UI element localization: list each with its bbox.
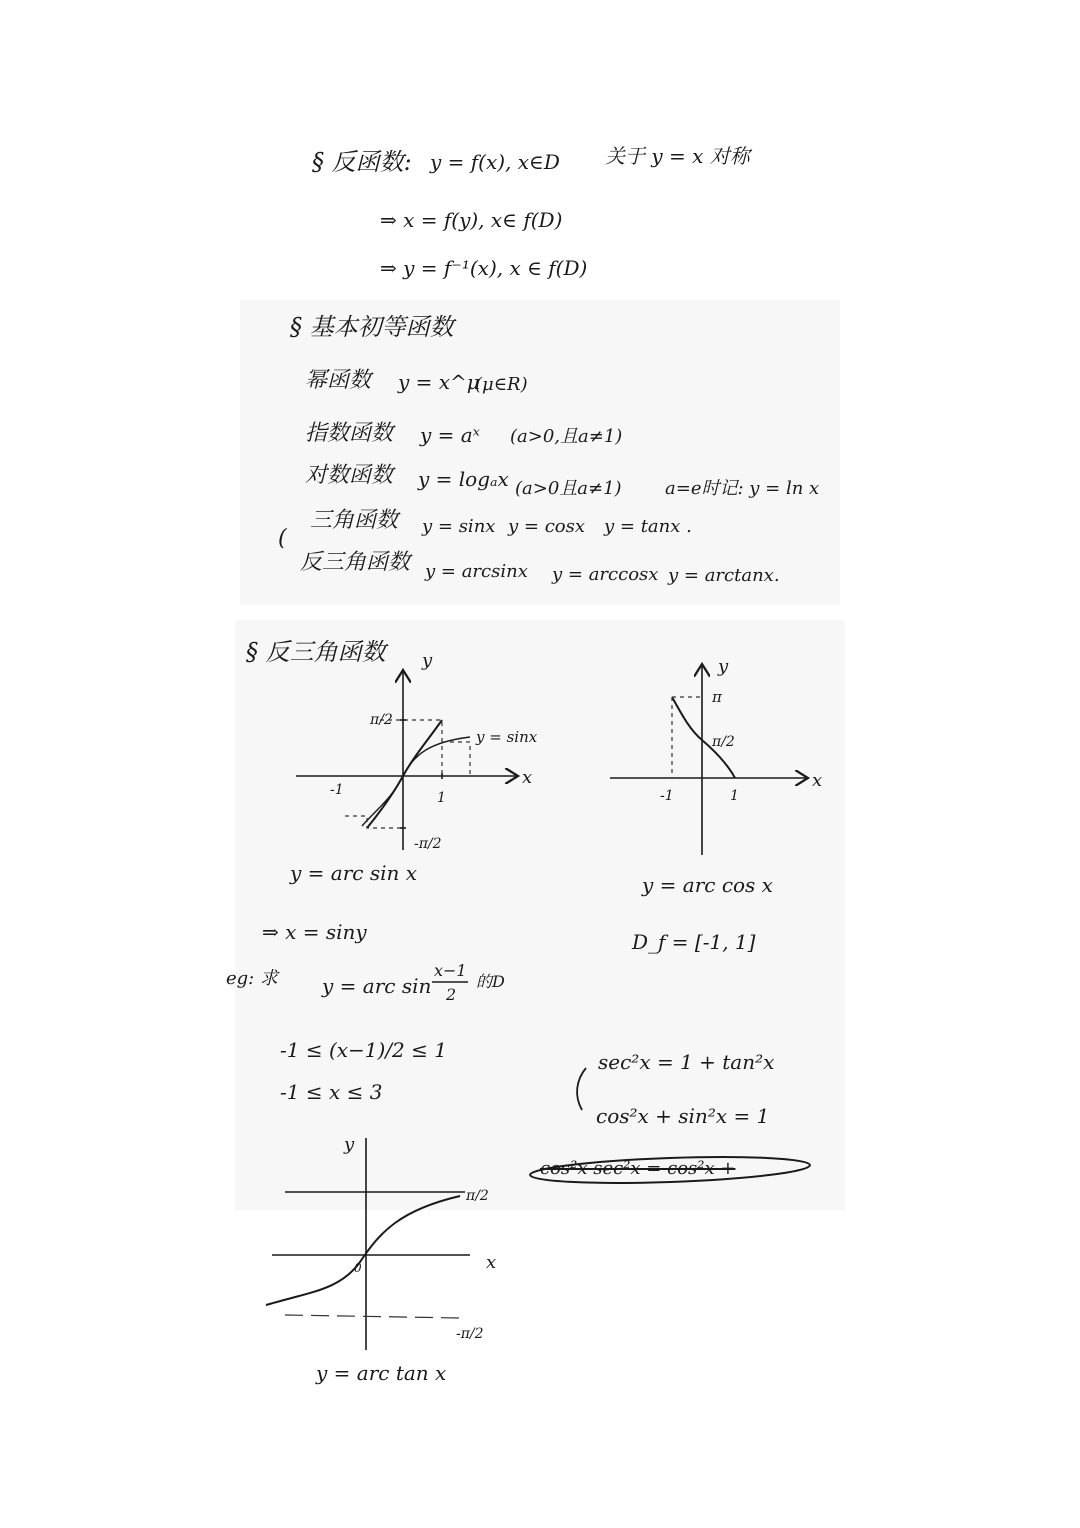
- example-inequality-1: -1 ≤ (x−1)/2 ≤ 1: [280, 1038, 447, 1062]
- example-prefix: eg: 求: [226, 968, 278, 989]
- logarithmic-formula: y = logₐx: [418, 467, 509, 491]
- trig-cos: y = cosx: [508, 516, 586, 537]
- sin-guide: [442, 742, 470, 776]
- inverse-trig-arctan: y = arctanx.: [668, 565, 780, 586]
- arctan-curve: [266, 1196, 460, 1305]
- example-fraction: [432, 961, 468, 1004]
- logarithmic-label: 对数函数: [305, 463, 394, 488]
- arccos-neg-one-label: -1: [660, 788, 674, 804]
- inverse-trig-label: 反三角函数: [300, 550, 411, 575]
- arcsin-x-label: x: [522, 767, 533, 788]
- arcsin-domain: D_f = [-1, 1]: [632, 930, 756, 954]
- example-suffix: 的D: [476, 972, 505, 991]
- example-inequality-2: -1 ≤ x ≤ 3: [280, 1080, 383, 1104]
- identity-crossed-out: cos²x sec²x = cos²x +: [540, 1158, 736, 1179]
- trig-tan: y = tanx .: [604, 516, 692, 537]
- inverse-function-heading: § 反函数:: [312, 148, 412, 176]
- inverse-trig-arcsin: y = arcsinx: [425, 561, 528, 582]
- arctan-x-label: x: [486, 1252, 497, 1273]
- arcsin-one-label: 1: [437, 790, 446, 806]
- inverse-trig-arccos: y = arccosx: [552, 564, 659, 585]
- arctan-pi-half-label: π/2: [466, 1188, 489, 1204]
- arctan-neg-pi-half-label: -π/2: [456, 1326, 484, 1342]
- arctan-caption: y = arc tan x: [316, 1361, 447, 1385]
- arctan-asymptote-bottom: [285, 1315, 460, 1318]
- logarithmic-condition: (a>0且a≠1): [515, 478, 622, 499]
- arcsin-neg-one-label: -1: [330, 782, 344, 798]
- inverse-step-1: ⇒ x = f(y), x∈ f(D): [380, 208, 563, 232]
- trig-sin: y = sinx: [422, 516, 496, 537]
- arcsin-y-label: y: [422, 650, 433, 671]
- arctan-y-label: y: [344, 1134, 355, 1155]
- arcsin-implies: ⇒ x = siny: [262, 920, 367, 944]
- inverse-function-definition: y = f(x), x∈D: [430, 150, 560, 174]
- trig-label: 三角函数: [310, 508, 399, 533]
- power-label: 幂函数: [305, 368, 372, 393]
- arccos-y-label: y: [718, 656, 729, 677]
- example-numerator: x−1: [434, 961, 467, 980]
- elementary-heading: § 基本初等函数: [290, 313, 454, 341]
- arcsin-graph: [289, 650, 538, 885]
- identity-brace: [577, 1068, 586, 1110]
- exponential-label: 指数函数: [305, 421, 394, 446]
- arcsin-caption: y = arc sin x: [290, 861, 417, 885]
- sin-curve-label: y = sinx: [476, 728, 538, 746]
- arccos-one-label: 1: [730, 788, 739, 804]
- arccos-pi-half-label: π/2: [712, 734, 735, 750]
- power-condition: (μ∈R): [475, 374, 528, 395]
- arccos-caption: y = arc cos x: [642, 873, 773, 897]
- symmetry-note: 关于 y = x 对称: [605, 144, 750, 168]
- inverse-step-2: ⇒ y = f⁻¹(x), x ∈ f(D): [380, 256, 588, 280]
- arcsin-pi-half-label: π/2: [370, 712, 393, 728]
- power-formula: y = x^μ: [398, 370, 480, 394]
- brace: (: [278, 526, 287, 551]
- arcsin-guide-top: [380, 720, 442, 776]
- identity-cos: cos²x + sin²x = 1: [596, 1104, 770, 1128]
- example-denominator: 2: [446, 985, 457, 1004]
- arccos-pi-label: π: [712, 688, 722, 706]
- exponential-formula: y = aˣ: [420, 423, 480, 447]
- logarithmic-note: a=e时记: y = ln x: [665, 478, 820, 499]
- arccos-graph: [610, 656, 822, 897]
- arcsin-neg-pi-half-label: -π/2: [414, 836, 442, 852]
- identity-sec: sec²x = 1 + tan²x: [598, 1050, 775, 1074]
- exponential-condition: (a>0,且a≠1): [510, 426, 623, 447]
- arctan-origin-label: 0: [354, 1261, 362, 1275]
- example-function: y = arc sin: [322, 974, 432, 998]
- arccos-x-label: x: [812, 770, 823, 791]
- inverse-trig-heading: § 反三角函数: [246, 638, 386, 666]
- arctan-graph: [266, 1134, 496, 1385]
